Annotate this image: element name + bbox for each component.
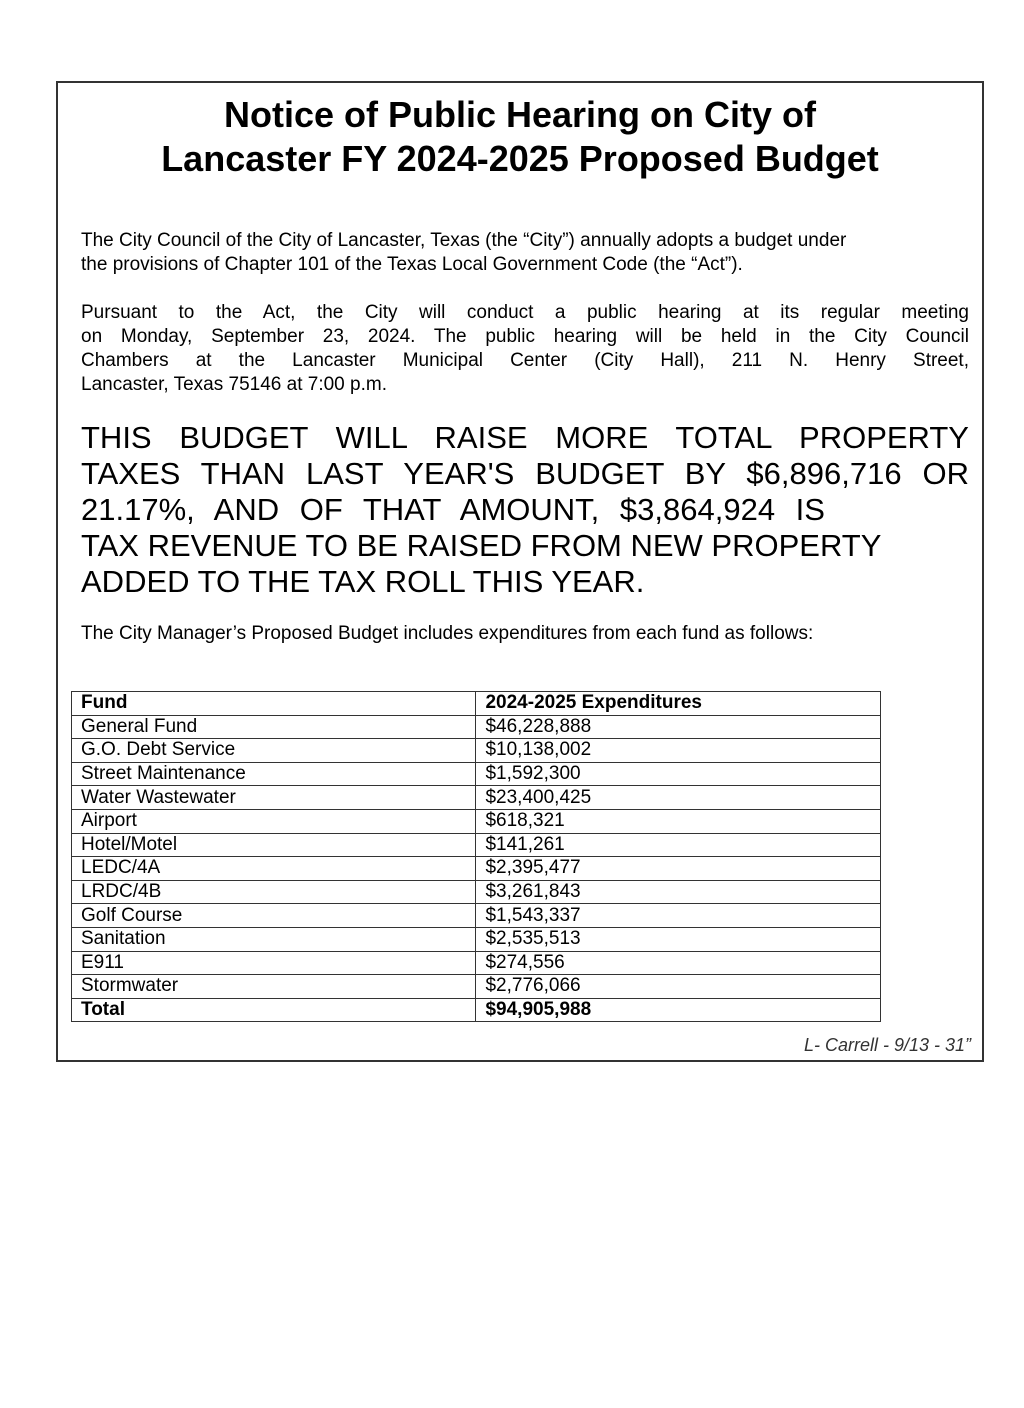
title-line-2: Lancaster FY 2024-2025 Proposed Budget xyxy=(161,138,879,179)
fund-name: Sanitation xyxy=(72,927,476,951)
fund-name: Airport xyxy=(72,809,476,833)
fund-amount: $141,261 xyxy=(476,833,881,857)
fund-name: Water Wastewater xyxy=(72,786,476,810)
table-row xyxy=(72,880,881,904)
fund-amount: $1,592,300 xyxy=(476,762,881,786)
hearing-paragraph-line-4: Lancaster, Texas 75146 at 7:00 p.m. xyxy=(81,374,387,395)
fund-amount: $618,321 xyxy=(476,809,881,833)
notice-box xyxy=(56,81,984,1062)
expenditures-table xyxy=(71,691,881,1022)
tax-statement-line-1: THIS BUDGET WILL RAISE MORE TOTAL PROPERTY xyxy=(81,420,969,455)
hearing-paragraph-line-2: on Monday, September 23, 2024. The public hearing will be held in the City Council xyxy=(81,326,969,347)
table-row xyxy=(72,739,881,763)
expenditures-column-header: 2024-2025 Expenditures xyxy=(476,692,881,716)
table-row xyxy=(72,927,881,951)
hearing-paragraph-line-3: Chambers at the Lancaster Municipal Center (City Hall), 211 N. Henry Street, xyxy=(81,350,969,371)
fund-amount: $2,535,513 xyxy=(476,927,881,951)
fund-amount: $10,138,002 xyxy=(476,739,881,763)
tax-statement-line-4: TAX REVENUE TO BE RAISED FROM NEW PROPERTY xyxy=(81,528,882,563)
total-label: Total xyxy=(72,998,476,1022)
table-header-row xyxy=(72,692,881,716)
table-row xyxy=(72,904,881,928)
fund-column-header: Fund xyxy=(72,692,476,716)
table-row xyxy=(72,857,881,881)
total-amount: $94,905,988 xyxy=(476,998,881,1022)
fund-amount: $3,261,843 xyxy=(476,880,881,904)
publication-signature: L- Carrell - 9/13 - 31” xyxy=(803,1035,971,1055)
fund-amount: $46,228,888 xyxy=(476,715,881,739)
table-row xyxy=(72,951,881,975)
fund-amount: $274,556 xyxy=(476,951,881,975)
fund-name: Hotel/Motel xyxy=(72,833,476,857)
hearing-paragraph-line-1: Pursuant to the Act, the City will conduct a public hearing at its regular meeting xyxy=(81,302,969,323)
fund-name: Street Maintenance xyxy=(72,762,476,786)
table-row xyxy=(72,786,881,810)
fund-name: General Fund xyxy=(72,715,476,739)
title-line-1: Notice of Public Hearing on City of xyxy=(223,94,817,135)
fund-name: LEDC/4A xyxy=(72,857,476,881)
table-intro: The City Manager’s Proposed Budget includes expenditures from each fund as follows: xyxy=(81,623,814,644)
fund-name: Golf Course xyxy=(72,904,476,928)
fund-name: G.O. Debt Service xyxy=(72,739,476,763)
fund-name: LRDC/4B xyxy=(72,880,476,904)
table-row xyxy=(72,809,881,833)
intro-paragraph-line-2: the provisions of Chapter 101 of the Texas Local Government Code (the “Act”). xyxy=(81,254,743,275)
total-row xyxy=(72,998,881,1022)
table-row xyxy=(72,715,881,739)
table-row xyxy=(72,975,881,999)
intro-paragraph-line-1: The City Council of the City of Lancaster, Texas (the “City”) annually adopts a budget under xyxy=(81,230,847,251)
intro-paragraph xyxy=(81,229,969,277)
table-row xyxy=(72,762,881,786)
fund-amount: $2,776,066 xyxy=(476,975,881,999)
hearing-paragraph xyxy=(81,301,969,397)
table-row xyxy=(72,833,881,857)
fund-name: Stormwater xyxy=(72,975,476,999)
fund-amount: $23,400,425 xyxy=(476,786,881,810)
notice-title xyxy=(58,93,982,181)
fund-amount: $2,395,477 xyxy=(476,857,881,881)
tax-statement-line-2: TAXES THAN LAST YEAR'S BUDGET BY $6,896,716 OR xyxy=(81,456,969,491)
fund-amount: $1,543,337 xyxy=(476,904,881,928)
fund-name: E911 xyxy=(72,951,476,975)
tax-statement-line-5: ADDED TO THE TAX ROLL THIS YEAR. xyxy=(81,564,645,599)
tax-statement-line-3: 21.17%, AND OF THAT AMOUNT, $3,864,924 IS xyxy=(81,492,825,527)
tax-increase-statement xyxy=(81,420,969,600)
